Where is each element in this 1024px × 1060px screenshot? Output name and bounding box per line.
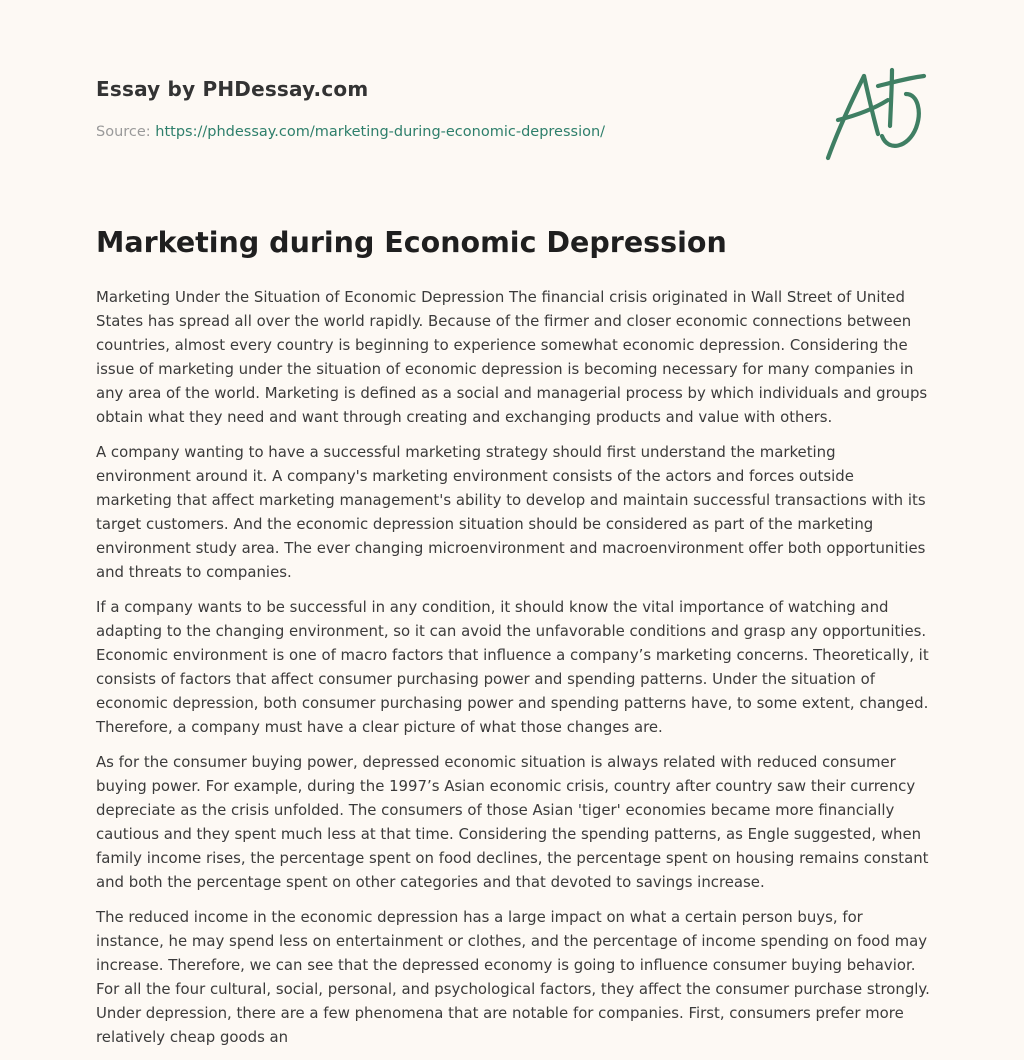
essay-header — [96, 0, 936, 190]
source-link[interactable]: https://phdessay.com/marketing-during-economic-depression/ — [155, 124, 606, 140]
a-plus-logo-icon — [822, 64, 932, 168]
essay-paragraph: Marketing Under the Situation of Economic Depression The financial crisis originated in Wall Street of United States has spread all over the world rapidly. Because of the firmer and closer economic connections between countries, almost every country is beginning to experience somewhat economic depression. Considering the issue of marketing under the situation of economic depression is becoming necessary for many companies in any area of the world. Marketing is defined as a social and managerial process by which individuals and groups obtain what they need and want through creating and exchanging products and value with others. — [96, 288, 928, 426]
essay-title: Marketing during Economic Depression — [96, 226, 727, 259]
essay-paragraph: As for the consumer buying power, depressed economic situation is always related with reduced consumer buying power. For example, during the 1997’s Asian economic crisis, country after country saw their currency depreciate as the crisis unfolded. The consumers of those Asian 'tiger' economies became more financially cautious and they spent much less at that time. Considering the spending patterns, as Engle suggested, when family income rises, the percentage spent on food declines, the percentage spent on housing remains constant and both the percentage spent on other categories and that devoted to savings increase. — [96, 753, 929, 891]
essay-paragraph: The reduced income in the economic depression has a large impact on what a certain person buys, for instance, he may spend less on entertainment or clothes, and the percentage of income spending on food may increase. Therefore, we can see that the depressed economy is going to influence consumer buying behavior. For all the four cultural, social, personal, and psychological factors, they affect the consumer purchase strongly. Under depression, there are a few phenomena that are notable for companies. First, consumers prefer more relatively cheap goods an — [96, 908, 930, 1046]
source-label: Source: — [96, 124, 151, 140]
essay-paragraph: A company wanting to have a successful marketing strategy should first understand the marketing environment around it. A company's marketing environment consists of the actors and forces outside marketing that affect marketing management's ability to develop and maintain successful transactions with its target customers. And the economic depression situation should be considered as part of the marketing environment study area. The ever changing microenvironment and macroenvironment offer both opportunities and threats to companies. — [96, 443, 926, 581]
source-line — [96, 124, 605, 140]
site-brand: Essay by PHDessay.com — [96, 77, 369, 101]
essay-paragraph: If a company wants to be successful in any condition, it should know the vital importance of watching and adapting to the changing environment, so it can avoid the unfavorable conditions and grasp any opportunities. Economic environment is one of macro factors that influence a company’s marketing concerns. Theoretically, it consists of factors that affect consumer purchasing power and spending patterns. Under the situation of economic depression, both consumer purchasing power and spending patterns have, to some extent, changed. Therefore, a company must have a clear picture of what those changes are. — [96, 598, 929, 736]
essay-body — [96, 285, 930, 1060]
